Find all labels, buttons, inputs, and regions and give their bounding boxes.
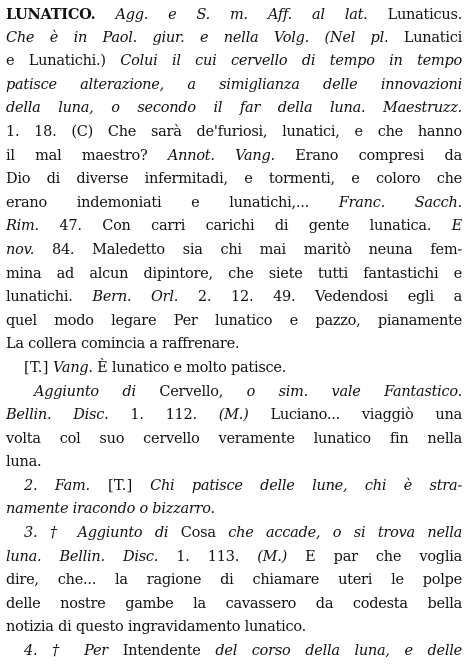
entry-line <box>6 593 462 617</box>
entry-text: 1. 18. <box>6 123 57 140</box>
entry-text: Luciano... viaggiò una <box>248 407 462 424</box>
entry-line <box>6 475 462 499</box>
italic-text: Che è in Paol. giur. e nella Volg. (Nel pl. <box>6 29 389 46</box>
italic-text: nov. <box>6 241 35 258</box>
tag-marker: [T.] <box>24 359 49 376</box>
entry-text: dire, che... la ragione di chiamare uteri le polpe <box>6 572 462 589</box>
entry-line <box>6 546 462 570</box>
entry-line <box>6 381 462 405</box>
entry-line <box>6 310 462 334</box>
entry-text: 1. 112. <box>108 407 197 424</box>
entry-line <box>6 3 462 27</box>
entry-text: lunatichi. <box>6 289 73 306</box>
entry-text: 47. Con carri carichi di gente lunatica. <box>38 218 432 235</box>
entry-line <box>6 404 462 428</box>
entry-text: volta col suo cervello veramente lunatico fin nella <box>6 430 462 447</box>
headword: LUNATICO. <box>6 6 96 23</box>
entry-text: il mal maestro? <box>6 147 148 164</box>
entry-line <box>6 428 462 452</box>
entry-text: Cervello, <box>135 383 224 400</box>
entry-line <box>6 569 462 593</box>
entry-text: 1. 113. <box>158 548 240 565</box>
italic-text: Vang. <box>48 359 93 376</box>
italic-text: Franc. Sacch. <box>308 194 462 211</box>
entry-line <box>6 498 462 522</box>
entry-text: delle nostre gambe la cavassero da codesta bella <box>6 595 462 612</box>
entry-text: E par che voglia <box>287 548 462 565</box>
italic-text: (M.) <box>239 548 288 565</box>
italic-text: Agg. e S. m. Aff. al lat. <box>95 7 368 23</box>
italic-text: Chi patisce delle lune, chi è stra- <box>132 477 462 494</box>
entry-line <box>6 616 462 640</box>
italic-text: namente iracondo o bizzarro. <box>6 501 215 518</box>
entry-text: mina ad alcun dipintore, che siete tutti fantastichi e <box>6 265 462 282</box>
entry-text: Erano compresi da <box>274 147 462 164</box>
italic-text: luna. Bellin. Disc. <box>6 548 159 565</box>
italic-text: del corso della luna, e delle <box>200 643 462 660</box>
entry-line <box>6 333 462 357</box>
italic-text: 3. † Aggiunto di <box>24 525 169 542</box>
entry-line <box>6 27 462 51</box>
entry-text: e Lunatichi.) <box>6 53 106 70</box>
italic-text: Colui il cui cervello di tempo in tempo <box>105 53 462 70</box>
italic-text: 2. Fam. <box>24 477 90 494</box>
entry-line <box>6 522 462 546</box>
entry-line <box>6 121 462 145</box>
entry-text: È lunatico e molto patisce. <box>92 359 287 376</box>
entry-text: erano indemoniati e lunatichi,... <box>6 194 309 211</box>
entry-text: 2. 12. 49. Vedendosi egli a <box>178 289 462 306</box>
entry-text: Lunatici <box>388 29 462 46</box>
italic-text: patisce alterazione, a simiglianza delle innovazioni <box>6 76 462 93</box>
entry-line <box>6 97 462 121</box>
entry-text: 84. Maledetto sia chi mai maritò neuna fem- <box>34 241 462 258</box>
entry-line <box>6 215 462 239</box>
entry-text: notizia di questo ingravidamento lunatico. <box>6 619 306 636</box>
italic-text: o sim. vale Fantastico. <box>223 383 462 400</box>
entry-line <box>6 357 462 381</box>
entry-text: Dio di diverse infermitadi, e tormenti, e coloro che <box>6 171 462 188</box>
entry-text: Intendente <box>107 643 201 660</box>
tag-marker: [T.] <box>89 477 133 494</box>
italic-text: che accade, o si trova nella <box>215 525 462 542</box>
entry-line <box>6 263 462 287</box>
entry-line <box>6 74 462 98</box>
entry-text: Cosa <box>168 525 216 542</box>
entry-text: (C) Che sarà de'furiosi, lunatici, e che hanno <box>56 123 462 140</box>
italic-text: Bern. Orl. <box>72 289 179 306</box>
italic-text: della luna, o secondo il far della luna. Maestruzz. <box>6 100 462 117</box>
dictionary-entry-lunatico <box>6 3 462 664</box>
entry-line <box>6 192 462 216</box>
entry-line <box>6 640 462 664</box>
italic-text: Rim. <box>6 218 39 235</box>
entry-line <box>6 168 462 192</box>
italic-text: Annot. Vang. <box>147 147 275 164</box>
italic-text: Aggiunto di <box>34 383 136 400</box>
italic-text: 4. † Per <box>24 643 108 660</box>
entry-line <box>6 145 462 169</box>
entry-text: La collera comincia a raffrenare. <box>6 336 240 353</box>
italic-text: (M.) <box>196 407 249 424</box>
italic-text: E <box>431 218 462 235</box>
italic-text: Bellin. Disc. <box>6 407 109 424</box>
entry-text: Lunaticus. <box>367 7 462 23</box>
entry-line <box>6 451 462 475</box>
entry-line <box>6 50 462 74</box>
entry-text: quel modo legare Per lunatico e pazzo, pianamente <box>6 312 462 329</box>
entry-line <box>6 286 462 310</box>
entry-text: luna. <box>6 454 42 471</box>
entry-line <box>6 239 462 263</box>
